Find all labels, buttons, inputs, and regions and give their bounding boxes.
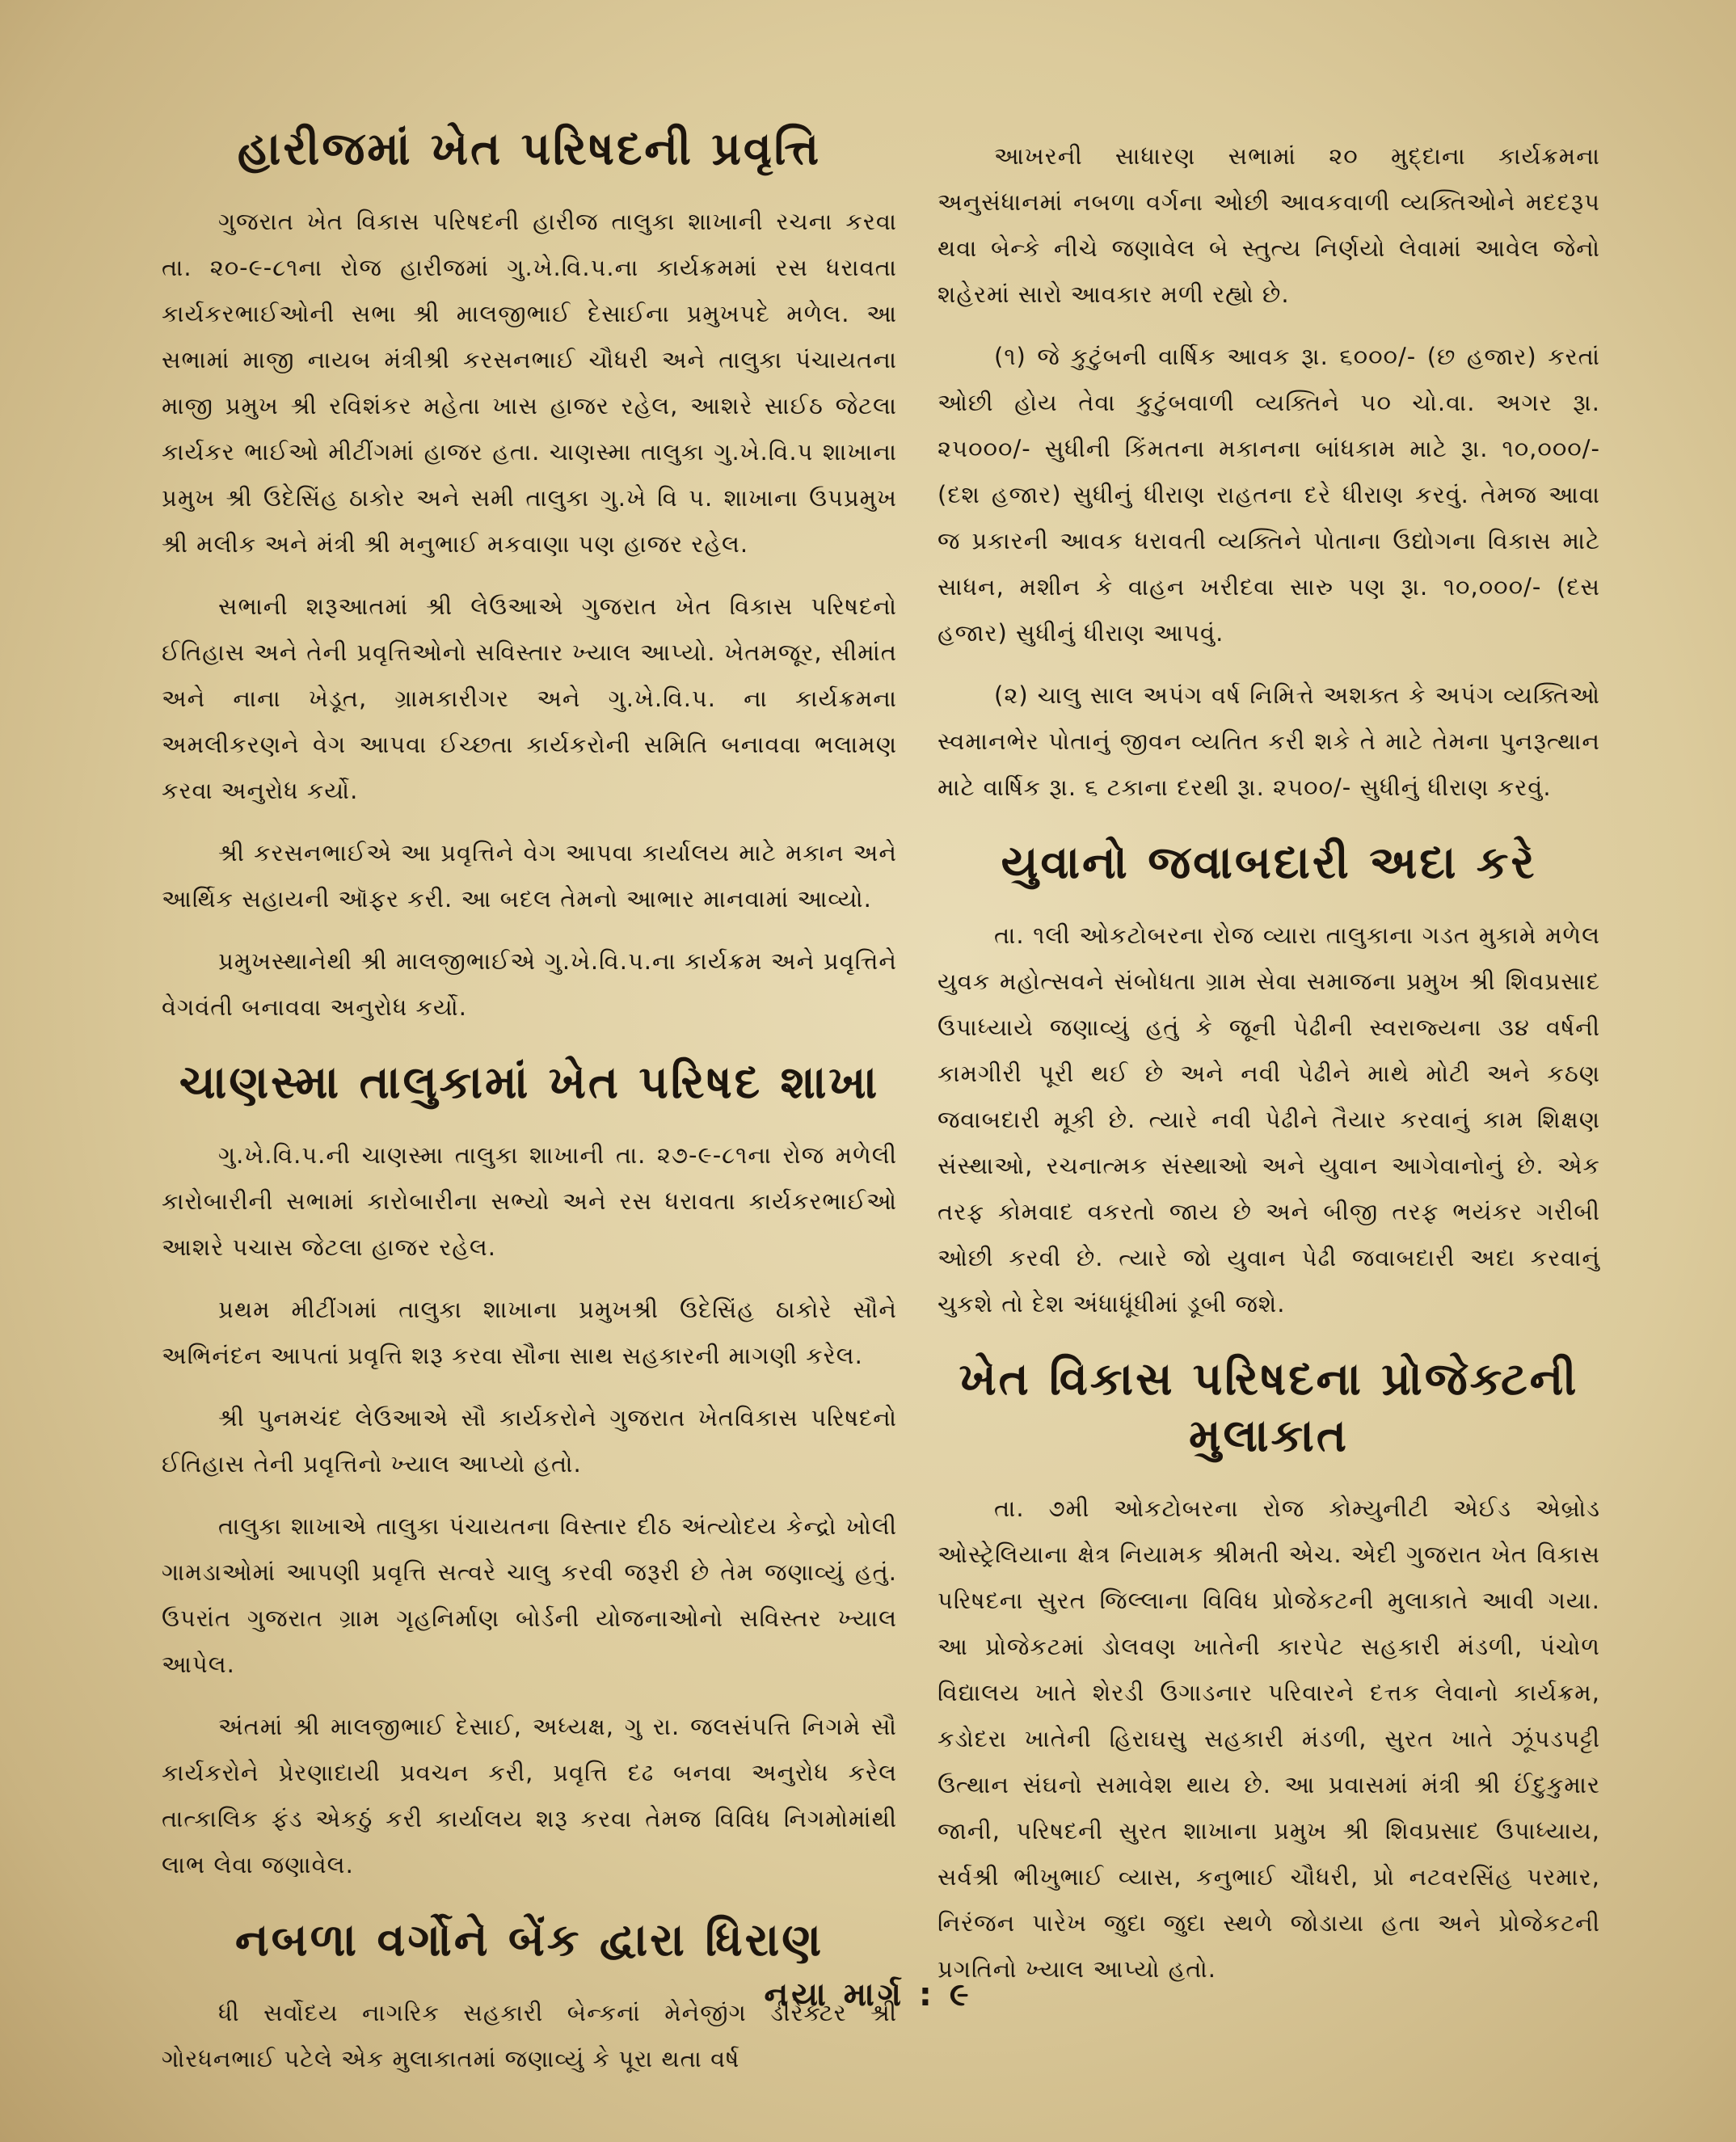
article-paragraph: પ્રમુખસ્થાનેથી શ્રી માલજીભાઈએ ગુ.ખે.વિ.પ.ના કાર્યક્રમ અને પ્રવૃત્તિને વેગવંતી બનાવવા અનુરોધ કર્યો. (162, 947, 897, 1021)
article-paragraph: ગુ.ખે.વિ.પ.ની ચાણસ્મા તાલુકા શાખાની તા. ૨૭-૯-૮૧ના રોજ મળેલી કારોબારીની સભામાં કારોબારીના સભ્યો અને રસ ધરાવતા કાર્યકરભાઈઓ આશરે પચાસ જેટલા હાજર રહેલ. (162, 1141, 897, 1261)
article-paragraph: (૧) જે કુટુંબની વાર્ષિક આવક રૂા. ૬૦૦૦/- (છ હજાર) કરતાં ઓછી હોય તેવા કુટુંબવાળી વ્યક્તિને ૫૦ ચો.વા. અગર રૂા. ૨૫૦૦૦/- સુધીની કિંમતના મકાનના બાંધકામ માટે રૂા. ૧૦,૦૦૦/- (દશ હજાર) સુધીનું ધીરાણ રાહતના દરે ધીરાણ કરવું. તેમજ આવા જ પ્રકારની આવક ધરાવતી વ્યક્તિને પોતાના ઉદ્યોગના વિકાસ માટે સાધન, મશીન કે વાહન ખરીદવા સારુ પણ રૂા. ૧૦,૦૦૦/- (દસ હજાર) સુધીનું ધીરાણ આપવું. (938, 343, 1600, 647)
article-paragraph: તા. ૭મી ઓકટોબરના રોજ કોમ્યુનીટી એઈડ એબ્રોડ ઓસ્ટ્રેલિયાના ક્ષેત્ર નિયામક શ્રીમતી એચ. એદી ગુજરાત ખેત વિકાસ પરિષદના સુરત જિલ્લાના વિવિધ પ્રોજેકટની મુલાકાતે આવી ગયા. આ પ્રોજેકટમાં ડોલવણ ખાતેની કારપેટ સહકારી મંડળી, પંચોળ વિદ્યાલય ખાતે શેરડી ઉગાડનાર પરિવારને દત્તક લેવાનો કાર્યક્રમ, કડોદરા ખાતેની હિરાઘસુ સહકારી મંડળી, સુરત ખાતે ઝૂંપડપટ્ટી ઉત્થાન સંઘનો સમાવેશ થાય છે. આ પ્રવાસમાં મંત્રી શ્રી ઈંદુકુમાર જાની, પરિષદની સુરત શાખાના પ્રમુખ શ્રી શિવપ્રસાદ ઉપાધ્યાય, સર્વશ્રી ભીખુભાઈ વ્યાસ, કનુભાઈ ચૌધરી, પ્રો નટવરસિંહ પરમાર, નિરંજન પારેખ જુદા જુદા સ્થળે જોડાયા હતા અને પ્રોજેકટની પ્રગતિનો ખ્યાલ આપ્યો હતો. (938, 1495, 1600, 1983)
article-heading: ચાણસ્મા તાલુકામાં ખેત પરિષદ શાખા (179, 1056, 880, 1109)
article-paragraph: અંતમાં શ્રી માલજીભાઈ દેસાઈ, અધ્યક્ષ, ગુ રા. જલસંપત્તિ નિગમે સૌ કાર્યકરોને પ્રેરણાદાયી પ્રવચન કરી, પ્રવૃત્તિ દઢ બનવા અનુરોધ કરેલ તાત્કાલિક ફંડ એકઠું કરી કાર્યાલય શરૂ કરવા તેમજ વિવિધ નિગમોમાંથી લાભ લેવા જણાવેલ. (162, 1713, 897, 1878)
article-paragraph: શ્રી કરસનભાઈએ આ પ્રવૃત્તિને વેગ આપવા કાર્યાલય માટે મકાન અને આર્થિક સહાયની ઑફર કરી. આ બદલ તેમનો આભાર માનવામાં આવ્યો. (162, 839, 897, 913)
article-heading: હારીજમાં ખેત પરિષદની પ્રવૃત્તિ (237, 123, 822, 175)
article-bank-loans-continued (938, 133, 1600, 811)
article-paragraph: ગુજરાત ખેત વિકાસ પરિષદની હારીજ તાલુકા શાખાની રચના કરવા તા. ૨૦-૯-૮૧ના રોજ હારીજમાં ગુ.ખે.વિ.પ.ના કાર્યક્રમમાં રસ ધરાવતા કાર્યકરભાઈઓની સભા શ્રી માલજીભાઈ દેસાઈના પ્રમુખપદે મળેલ. આ સભામાં માજી નાયબ મંત્રીશ્રી કરસનભાઈ ચૌધરી અને તાલુકા પંચાયતના માજી પ્રમુખ શ્રી રવિશંકર મહેતા ખાસ હાજર રહેલ, આશરે સાઈઠ જેટલા કાર્યકર ભાઈઓ મીટીંગમાં હાજર હતા. ચાણસ્મા તાલુકા ગુ.ખે.વિ.પ શાખાના પ્રમુખ શ્રી ઉદેસિંહ ઠાકોર અને સમી તાલુકા ગુ.ખે વિ પ. શાખાના ઉપપ્રમુખ શ્રી મલીક અને મંત્રી શ્રી મનુભાઈ મકવાણા પણ હાજર રહેલ. (162, 208, 897, 558)
article-paragraph: પ્રથમ મીટીંગમાં તાલુકા શાખાના પ્રમુખશ્રી ઉદેસિંહ ઠાકોરે સૌને અભિનંદન આપતાં પ્રવૃત્તિ શરૂ કરવા સૌના સાથ સહકારની માગણી કરેલ. (162, 1296, 897, 1369)
article-paragraph: આખરની સાધારણ સભામાં ૨૦ મુદ્દાના કાર્યક્રમના અનુસંધાનમાં નબળા વર્ગના ઓછી આવકવાળી વ્યક્તિઓને મદદરૂપ થવા બેન્કે નીચે જણાવેલ બે સ્તુત્ય નિર્ણયો લેવામાં આવેલ જેનો શહેરમાં સારો આવકાર મળી રહ્યો છે. (938, 142, 1600, 308)
right-column (938, 133, 1600, 2017)
article-paragraph: તાલુકા શાખાએ તાલુકા પંચાયતના વિસ્તાર દીઠ અંત્યોદય કેન્દ્રો ખોલી ગામડાઓમાં આપણી પ્રવૃત્તિ સત્વરે ચાલુ કરવી જરૂરી છે તેમ જણાવ્યું હતું. ઉપરાંત ગુજરાત ગ્રામ ગૃહનિર્માણ બોર્ડની યોજનાઓનો સવિસ્તર ખ્યાલ આપેલ. (162, 1512, 897, 1678)
article-project-visit (938, 1351, 1600, 1992)
article-heading: ખેત વિકાસ પરિષદના પ્રોજેક્ટની મુલાકાત (959, 1353, 1579, 1462)
article-paragraph: ધી સર્વોદય નાગરિક સહકારી બેન્કનાં મેનેજીંગ ડીરેક્ટર શ્રી ગોરધનભાઈ પટેલે એક મુલાકાતમાં જણાવ્યું કે પૂરા થતા વર્ષ (162, 1999, 897, 2072)
article-paragraph: શ્રી પુનમચંદ લેઉઆએ સૌ કાર્યકરોને ગુજરાત ખેતવિકાસ પરિષદનો ઈતિહાસ તેની પ્રવૃત્તિનો ખ્યાલ આપ્યો હતો. (162, 1404, 897, 1478)
article-youth (938, 835, 1600, 1327)
article-heading: નબળા વર્ગોને બેંક દ્વારા ધિરાણ (234, 1914, 824, 1967)
article-chanasma (162, 1055, 897, 1888)
left-column (162, 121, 897, 2106)
article-paragraph: (૨) ચાલુ સાલ અપંગ વર્ષ નિમિત્તે અશક્ત કે અપંગ વ્યક્તિઓ સ્વમાનભેર પોતાનું જીવન વ્યતિત કરી શકે તે માટે તેમના પુનરૂત્થાન માટે વાર્ષિક રૂા. ૬ ટકાના દરથી રૂા. ૨૫૦૦/- સુધીનું ધીરાણ કરવું. (938, 681, 1600, 801)
article-heading: યુવાનો જવાબદારી અદા કરે (1001, 837, 1537, 889)
article-paragraph: સભાની શરૂઆતમાં શ્રી લેઉઆએ ગુજરાત ખેત વિકાસ પરિષદનો ઈતિહાસ અને તેની પ્રવૃત્તિઓનો સવિસ્તાર ખ્યાલ આપ્યો. ખેતમજૂર, સીમાંત અને નાના ખેડૂત, ગ્રામકારીગર અને ગુ.ખે.વિ.પ. ના કાર્યક્રમના અમલીકરણને વેગ આપવા ઈચ્છતા કાર્યકરોની સમિતિ બનાવવા ભલામણ કરવા અનુરોધ કર્યો. (162, 592, 897, 804)
page-footer: નયા માર્ગ : ૯ (764, 1976, 972, 2013)
article-harij (162, 121, 897, 1031)
article-paragraph: તા. ૧લી ઓકટોબરના રોજ વ્યારા તાલુકાના ગડત મુકામે મળેલ યુવક મહોત્સવને સંબોધતા ગ્રામ સેવા સમાજના પ્રમુખ શ્રી શિવપ્રસાદ ઉપાધ્યાયે જણાવ્યું હતું કે જૂની પેઢીની સ્વરાજ્યના ૩૪ વર્ષની કામગીરી પૂરી થઈ છે અને નવી પેઢીને માથે મોટી અને કઠણ જવાબદારી મૂકી છે. ત્યારે નવી પેઢીને તૈયાર કરવાનું કામ શિક્ષણ સંસ્થાઓ, રચનાત્મક સંસ્થાઓ અને યુવાન આગેવાનોનું છે. એક તરફ કોમવાદ વકરતો જાય છે અને બીજી તરફ ભયંકર ગરીબી ઓછી કરવી છે. ત્યારે જો યુવાન પેઢી જવાબદારી અદા કરવાનું ચુકશે તો દેશ અંધાધૂંધીમાં ડૂબી જશે. (938, 921, 1600, 1318)
